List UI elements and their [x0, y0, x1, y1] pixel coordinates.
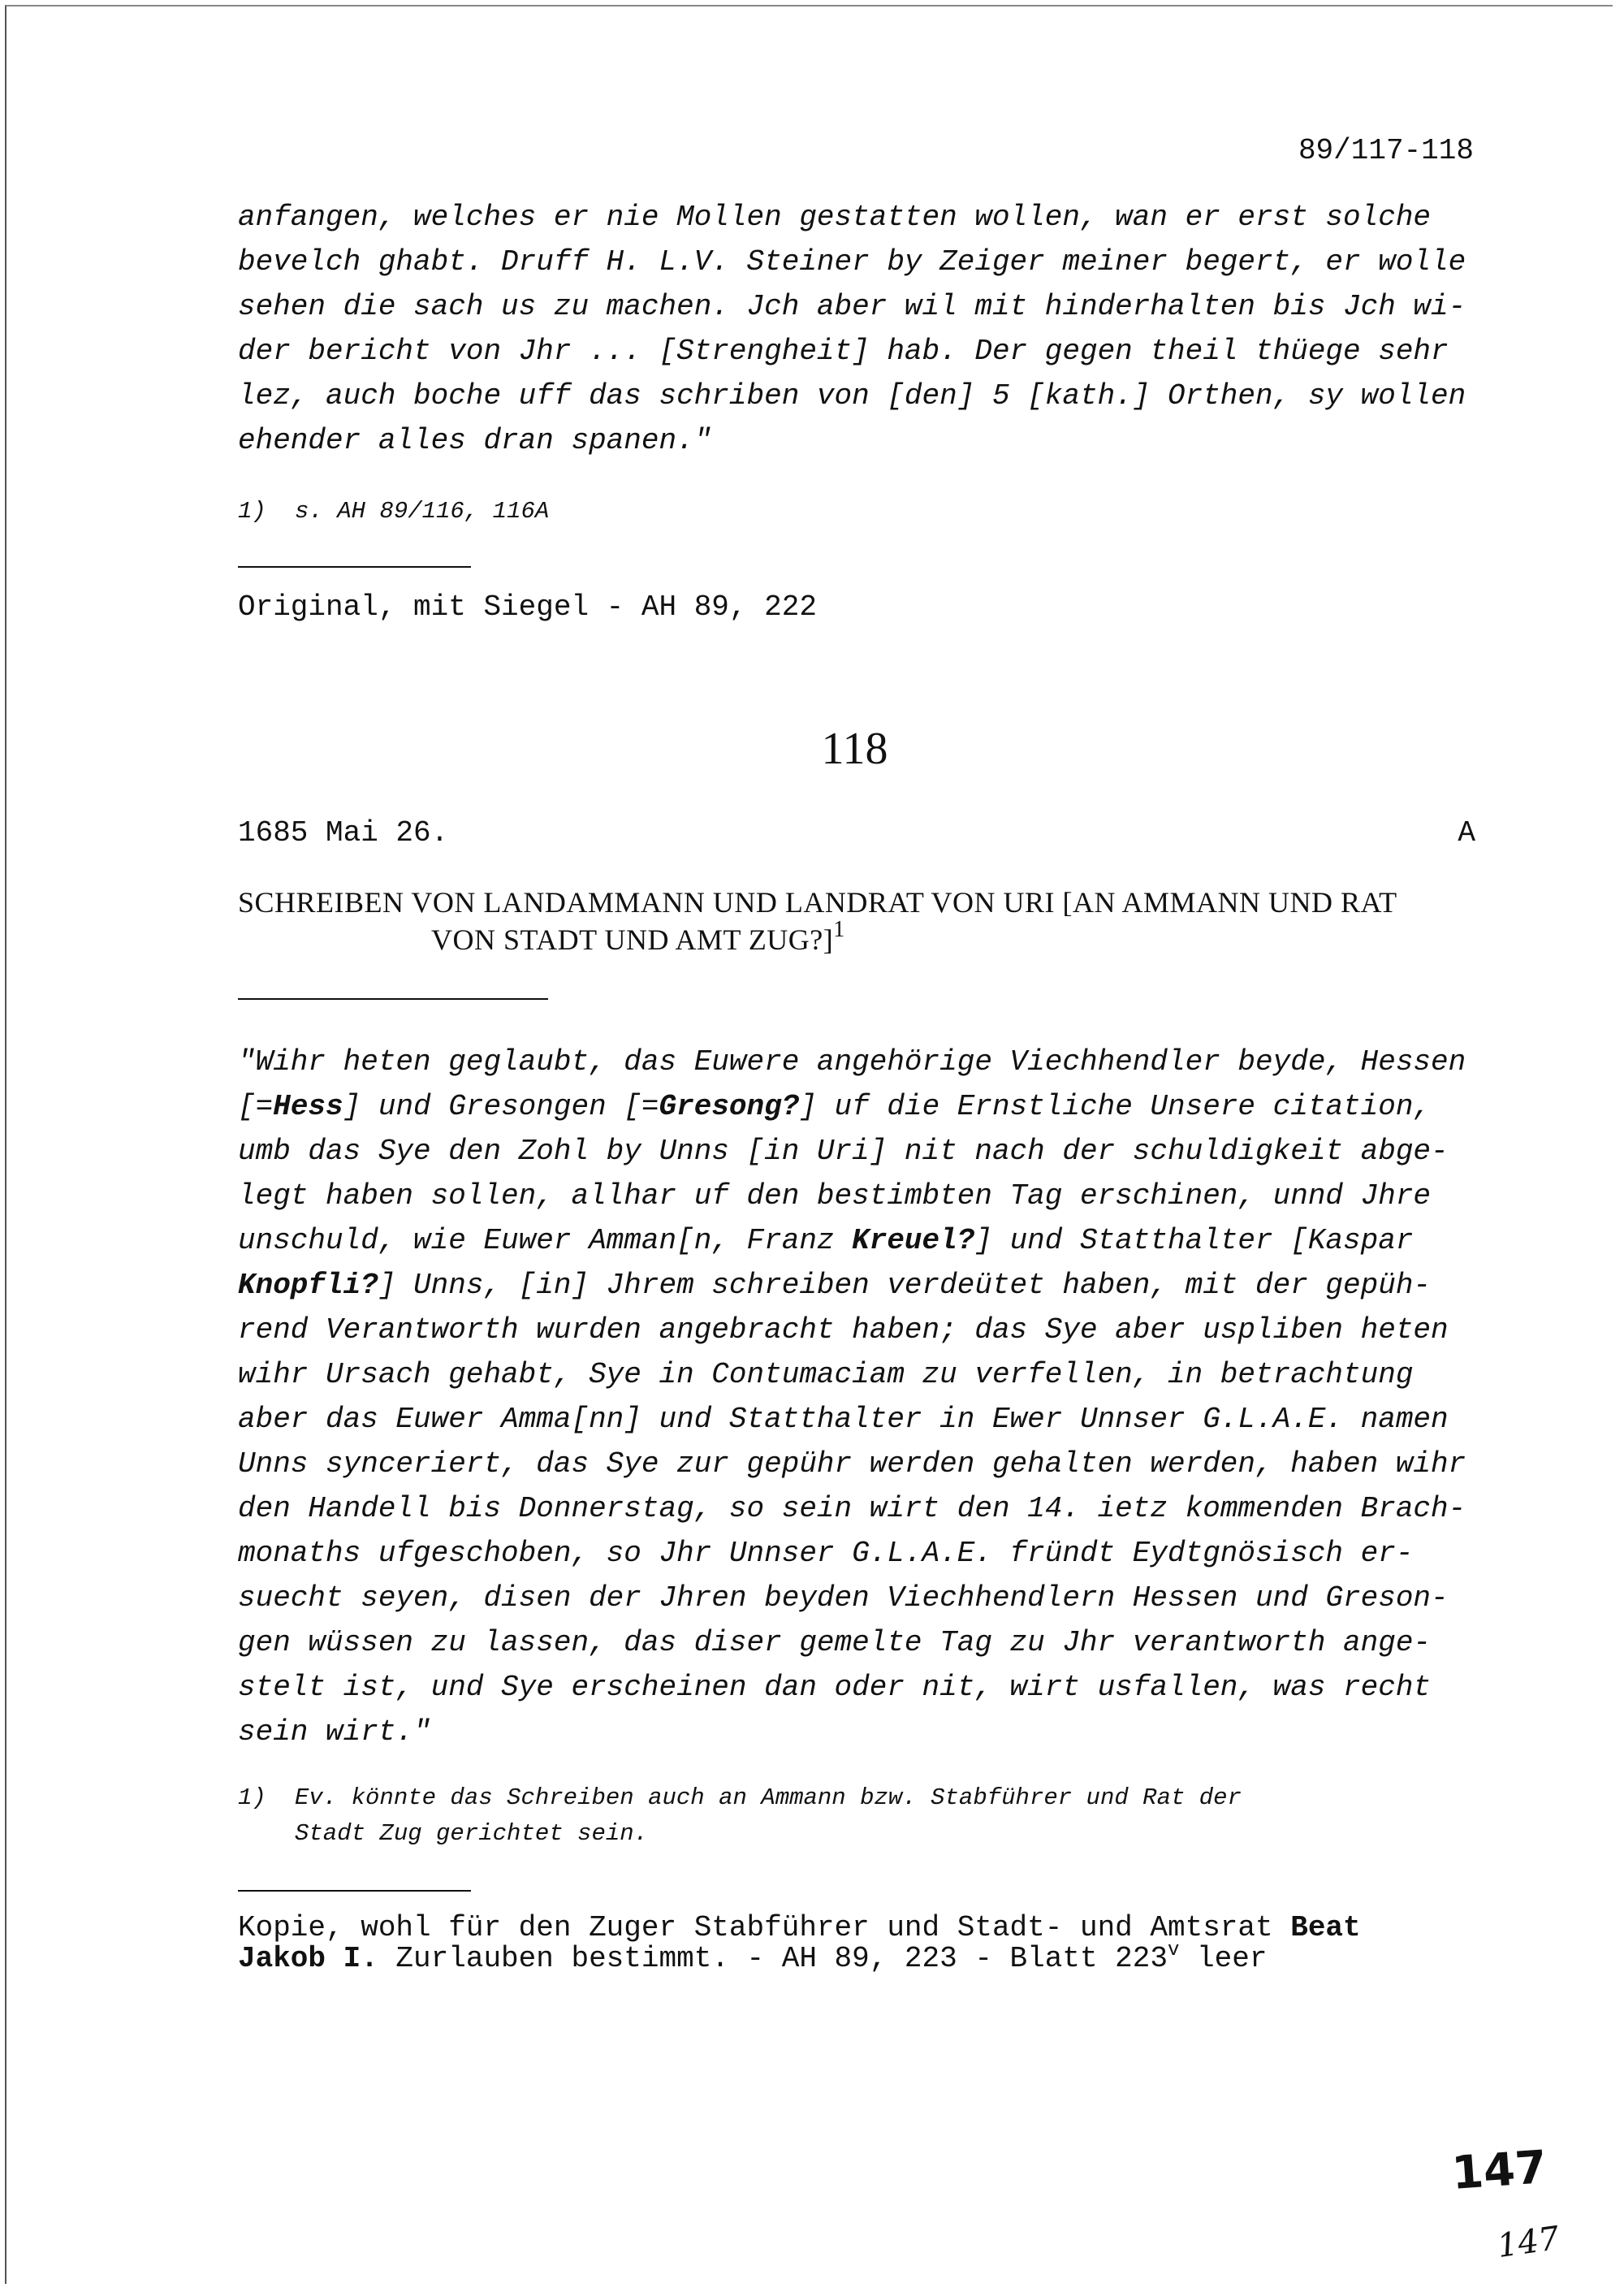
source-note-main: Kopie, wohl für den Zuger Stabführer und Stadt- und Amtsrat Beat Jakob I. Zurlauben bestimmt. - AH 89, 223 - Blatt 223$^v$ leer — [238, 1911, 1361, 1975]
document-heading — [238, 884, 1488, 958]
footnote-line-2: Stadt Zug gerichtet sein. — [295, 1820, 649, 1847]
footnote-mark: 1) — [238, 1784, 266, 1811]
text-line: wihr Ursach gehabt, Sye in Contumaciam zu verfellen, in betrachtung — [238, 1358, 1414, 1391]
footnote-main — [238, 1780, 1456, 1852]
emphasis: Hess — [273, 1090, 343, 1123]
heading-footnote-ref: 1 — [833, 917, 845, 942]
document-class-mark: A — [1458, 816, 1475, 850]
text-line: bevelch ghabt. Druff H. L.V. Steiner by Zeiger meiner begert, er wolle — [238, 245, 1466, 279]
footnote-previous — [238, 494, 549, 530]
emphasis: Beat — [1290, 1911, 1361, 1944]
emphasis: Knopfli? — [238, 1269, 378, 1302]
source-note-previous: Original, mit Siegel - AH 89, 222 — [238, 590, 817, 624]
handwritten-folio-number: 147 — [1449, 2141, 1549, 2200]
text-line: ehender alles dran spanen." — [238, 424, 712, 457]
footnote-mark: 1) — [238, 498, 266, 525]
emphasis: Gresong? — [659, 1090, 800, 1123]
heading-line-1: SCHREIBEN VON LANDAMMANN UND LANDRAT VON URI [AN AMMANN UND RAT — [238, 886, 1397, 919]
text-line: legt haben sollen, allhar uf den bestimbten Tag erschinen, unnd Jhre — [238, 1179, 1432, 1213]
text-line: suecht seyen, disen der Jhren beyden Viechhendlern Hessen und Greson- — [238, 1581, 1449, 1615]
footnote-text: s. AH 89/116, 116A — [295, 498, 550, 525]
verso-mark: v — [1168, 1940, 1180, 1961]
divider — [238, 998, 548, 1000]
text-line: [=Hess] und Gresongen [=Gresong?] uf die Ernstliche Unsere citation, — [238, 1090, 1432, 1123]
page-reference: 89/117-118 — [1298, 134, 1474, 167]
text-line: monaths ufgeschoben, so Jhr Unnser G.L.A.E. fründt Eydtgnösisch er- — [238, 1537, 1414, 1570]
text-line: der bericht von Jhr ... [Strengheit] hab. Der gegen theil thüege sehr — [238, 335, 1449, 368]
text-line: stelt ist, und Sye erscheinen dan oder nit, wirt usfallen, was recht — [238, 1671, 1432, 1704]
text-line: "Wihr heten geglaubt, das Euwere angehörige Viechhendler beyde, Hessen — [238, 1045, 1466, 1079]
heading-line-2: VON STADT UND AMT ZUG?]$^1$ — [431, 917, 845, 956]
divider — [238, 566, 471, 568]
text-line: gen wüssen zu lassen, das diser gemelte Tag zu Jhr verantworth ange- — [238, 1626, 1432, 1659]
text-line: aber das Euwer Amma[nn] und Statthalter in Ewer Unnser G.L.A.E. namen — [238, 1403, 1449, 1436]
text-line: Knopfli?] Unns, [in] Jhrem schreiben verdeütet haben, mit der gepüh- — [238, 1269, 1432, 1302]
document-date: 1685 Mai 26. — [238, 816, 449, 850]
text-line: unschuld, wie Euwer Amman[n, Franz Kreuel?] und Statthalter [Kaspar — [238, 1224, 1414, 1257]
text-line: rend Verantworth wurden angebracht haben; das Sye aber uspliben heten — [238, 1313, 1449, 1347]
continuation-text — [238, 195, 1480, 463]
letter-text — [238, 1040, 1480, 1754]
handwritten-folio-number-pencil: 147 — [1494, 2219, 1561, 2266]
text-line: sehen die sach us zu machen. Jch aber wil mit hinderhalten bis Jch wi- — [238, 290, 1466, 323]
text-line: sein wirt." — [238, 1715, 431, 1749]
divider — [238, 1890, 471, 1892]
emphasis: Jakob I. — [238, 1942, 378, 1975]
document-number: 118 — [821, 724, 888, 774]
emphasis: Kreuel? — [852, 1224, 975, 1257]
text-line: Unns synceriert, das Sye zur gepühr werden gehalten werden, haben wihr — [238, 1447, 1466, 1481]
text-line: den Handell bis Donnerstag, so sein wirt den 14. ietz kommenden Brach- — [238, 1492, 1466, 1525]
text-line: lez, auch boche uff das schriben von [den] 5 [kath.] Orthen, sy wollen — [238, 379, 1466, 413]
text-line: umb das Sye den Zohl by Unns [in Uri] nit nach der schuldigkeit abge- — [238, 1135, 1449, 1168]
footnote-line-1: Ev. könnte das Schreiben auch an Ammann bzw. Stabführer und Rat der — [295, 1784, 1242, 1811]
text-line: anfangen, welches er nie Mollen gestatten wollen, wan er erst solche — [238, 201, 1432, 234]
